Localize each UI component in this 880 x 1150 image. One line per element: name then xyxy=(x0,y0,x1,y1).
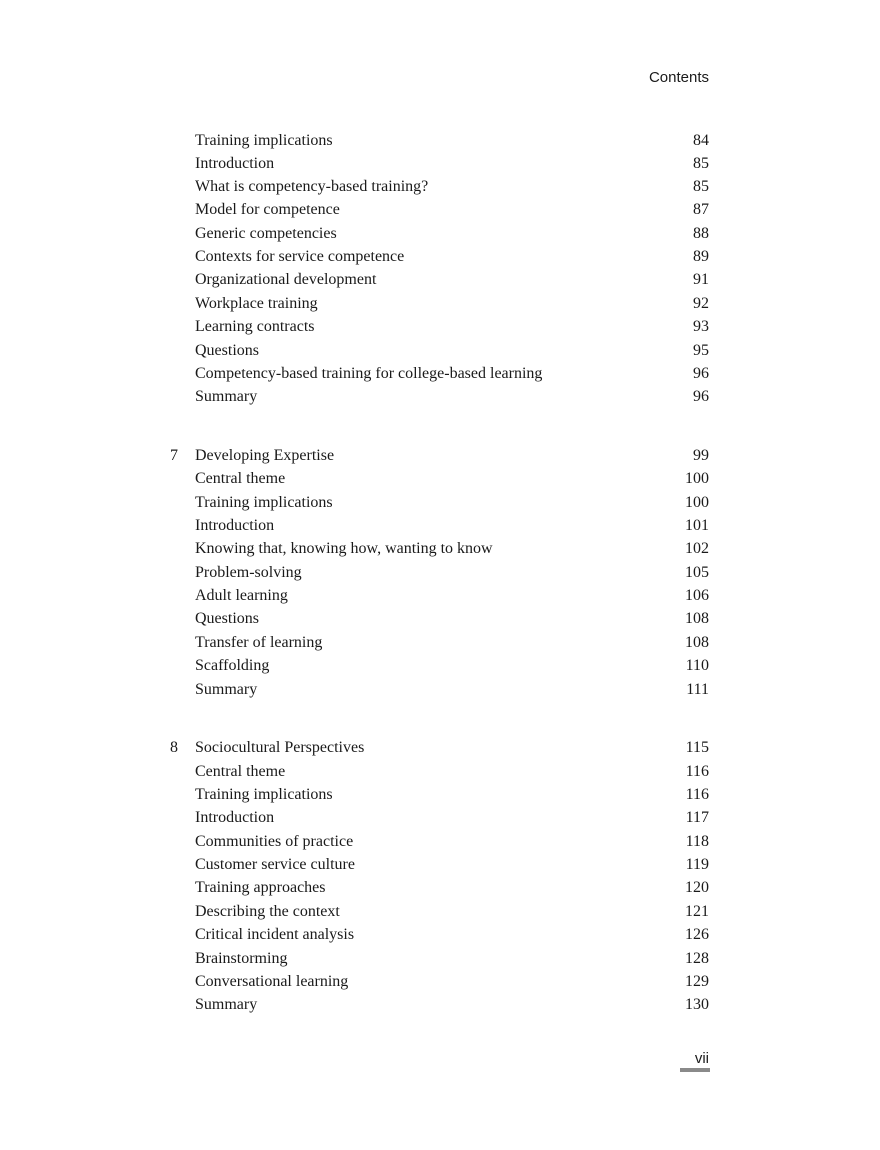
toc-section-entry xyxy=(0,339,880,362)
entry-page-number: 108 xyxy=(685,610,709,627)
entry-page-number: 102 xyxy=(685,540,709,557)
toc-section-entry xyxy=(0,678,880,701)
entry-title: Scaffolding xyxy=(195,657,270,674)
entry-page-number: 85 xyxy=(693,155,709,172)
toc-section-entry xyxy=(0,292,880,315)
entry-page-number: 120 xyxy=(685,879,709,896)
entry-page-number: 93 xyxy=(693,318,709,335)
entry-page-number: 89 xyxy=(693,248,709,265)
entry-page-number: 130 xyxy=(685,996,709,1013)
toc-section-entry xyxy=(0,514,880,537)
toc-section-entry xyxy=(0,561,880,584)
entry-title: Central theme xyxy=(195,763,286,780)
toc-section-entry xyxy=(0,467,880,490)
entry-page-number: 100 xyxy=(685,470,709,487)
toc-section-entry xyxy=(0,631,880,654)
toc-section-entry xyxy=(0,783,880,806)
entry-page-number: 101 xyxy=(685,517,709,534)
entry-page-number: 128 xyxy=(685,950,709,967)
entry-title: Generic competencies xyxy=(195,225,337,242)
toc-section-entry xyxy=(0,315,880,338)
toc-section-entry xyxy=(0,198,880,221)
toc-section-entry xyxy=(0,385,880,408)
toc-section-entry xyxy=(0,607,880,630)
entry-title: Describing the context xyxy=(195,903,340,920)
toc-section-entry xyxy=(0,806,880,829)
toc-section-entry xyxy=(0,222,880,245)
entry-page-number: 111 xyxy=(686,681,709,698)
page-number-underline xyxy=(680,1068,710,1072)
chapter-number: 8 xyxy=(170,739,178,756)
entry-title: Training approaches xyxy=(195,879,326,896)
toc-chapter-entry xyxy=(0,444,880,467)
chapter-number: 7 xyxy=(170,447,178,464)
entry-title: Questions xyxy=(195,342,259,359)
toc-section-entry xyxy=(0,245,880,268)
entry-page-number: 106 xyxy=(685,587,709,604)
entry-title: Summary xyxy=(195,681,258,698)
toc-section-entry xyxy=(0,760,880,783)
toc-section-entry xyxy=(0,947,880,970)
entry-title: Summary xyxy=(195,996,258,1013)
toc-section-entry xyxy=(0,152,880,175)
entry-title: Communities of practice xyxy=(195,833,354,850)
entry-title: Transfer of learning xyxy=(195,634,323,651)
entry-page-number: 100 xyxy=(685,494,709,511)
entry-title: Model for competence xyxy=(195,201,340,218)
entry-page-number: 110 xyxy=(685,657,709,674)
entry-title: Summary xyxy=(195,388,258,405)
toc-section-entry xyxy=(0,900,880,923)
entry-title: Developing Expertise xyxy=(195,447,335,464)
entry-page-number: 115 xyxy=(685,739,709,756)
entry-title: Introduction xyxy=(195,809,275,826)
entry-title: Central theme xyxy=(195,470,286,487)
entry-title: Contexts for service competence xyxy=(195,248,405,265)
entry-page-number: 92 xyxy=(693,295,709,312)
entry-page-number: 121 xyxy=(685,903,709,920)
entry-title: Conversational learning xyxy=(195,973,349,990)
toc-section-entry xyxy=(0,876,880,899)
entry-page-number: 91 xyxy=(693,271,709,288)
entry-title: Brainstorming xyxy=(195,950,288,967)
entry-title: Introduction xyxy=(195,155,275,172)
entry-title: Organizational development xyxy=(195,271,377,288)
toc-section-entry xyxy=(0,584,880,607)
entry-page-number: 129 xyxy=(685,973,709,990)
entry-page-number: 95 xyxy=(693,342,709,359)
page-number: vii xyxy=(694,1050,709,1067)
toc-section-entry xyxy=(0,537,880,560)
entry-page-number: 105 xyxy=(685,564,709,581)
toc-section-entry xyxy=(0,268,880,291)
toc-chapter-entry xyxy=(0,736,880,759)
toc-section-entry xyxy=(0,654,880,677)
entry-title: Introduction xyxy=(195,517,275,534)
entry-title: Training implications xyxy=(195,132,333,149)
entry-title: What is competency-based training? xyxy=(195,178,429,195)
entry-page-number: 87 xyxy=(693,201,709,218)
entry-page-number: 84 xyxy=(693,132,709,149)
toc-section-entry xyxy=(0,175,880,198)
entry-page-number: 116 xyxy=(685,786,709,803)
entry-page-number: 126 xyxy=(685,926,709,943)
entry-title: Sociocultural Perspectives xyxy=(195,739,365,756)
toc-section-entry xyxy=(0,993,880,1016)
entry-title: Learning contracts xyxy=(195,318,315,335)
entry-title: Training implications xyxy=(195,494,333,511)
entry-page-number: 96 xyxy=(693,365,709,382)
entry-page-number: 118 xyxy=(685,833,709,850)
entry-title: Questions xyxy=(195,610,259,627)
entry-page-number: 108 xyxy=(685,634,709,651)
toc-section-entry xyxy=(0,853,880,876)
entry-page-number: 96 xyxy=(693,388,709,405)
running-head: Contents xyxy=(648,69,709,86)
toc-section-entry xyxy=(0,970,880,993)
entry-page-number: 88 xyxy=(693,225,709,242)
toc-section-entry xyxy=(0,830,880,853)
entry-title: Critical incident analysis xyxy=(195,926,355,943)
entry-page-number: 119 xyxy=(685,856,709,873)
toc-section-entry xyxy=(0,129,880,152)
entry-title: Training implications xyxy=(195,786,333,803)
entry-title: Knowing that, knowing how, wanting to know xyxy=(195,540,493,557)
entry-title: Problem-solving xyxy=(195,564,302,581)
entry-title: Customer service culture xyxy=(195,856,355,873)
entry-title: Competency-based training for college-based learning xyxy=(195,365,543,382)
entry-title: Workplace training xyxy=(195,295,318,312)
entry-page-number: 85 xyxy=(693,178,709,195)
entry-page-number: 99 xyxy=(693,447,709,464)
entry-page-number: 117 xyxy=(685,809,709,826)
toc-section-entry xyxy=(0,491,880,514)
entry-title: Adult learning xyxy=(195,587,288,604)
toc-section-entry xyxy=(0,362,880,385)
entry-page-number: 116 xyxy=(685,763,709,780)
toc-section-entry xyxy=(0,923,880,946)
